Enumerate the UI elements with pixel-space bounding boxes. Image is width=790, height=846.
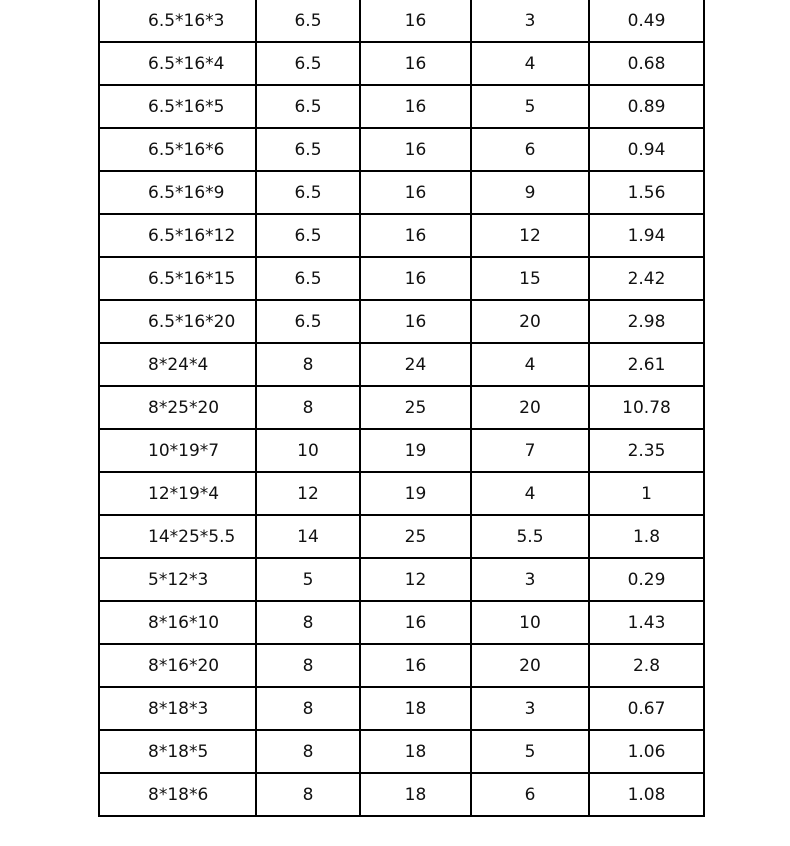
thickness-cell: 4 xyxy=(471,343,589,386)
spec-cell: 6.5*16*5 xyxy=(99,85,256,128)
inner-diameter-cell: 8 xyxy=(256,601,360,644)
outer-diameter-cell: 16 xyxy=(360,300,471,343)
spec-table-body xyxy=(99,0,704,816)
inner-diameter-cell: 6.5 xyxy=(256,85,360,128)
spec-cell: 8*18*5 xyxy=(99,730,256,773)
table-row xyxy=(99,42,704,85)
weight-cell: 2.8 xyxy=(589,644,704,687)
inner-diameter-cell: 12 xyxy=(256,472,360,515)
outer-diameter-cell: 24 xyxy=(360,343,471,386)
weight-cell: 1.8 xyxy=(589,515,704,558)
spec-cell: 8*18*6 xyxy=(99,773,256,816)
inner-diameter-cell: 6.5 xyxy=(256,42,360,85)
table-row xyxy=(99,0,704,42)
spec-cell: 14*25*5.5 xyxy=(99,515,256,558)
thickness-cell: 9 xyxy=(471,171,589,214)
table-row xyxy=(99,128,704,171)
weight-cell: 2.35 xyxy=(589,429,704,472)
table-row xyxy=(99,515,704,558)
weight-cell: 2.98 xyxy=(589,300,704,343)
spec-cell: 6.5*16*20 xyxy=(99,300,256,343)
thickness-cell: 4 xyxy=(471,472,589,515)
outer-diameter-cell: 19 xyxy=(360,429,471,472)
inner-diameter-cell: 6.5 xyxy=(256,300,360,343)
inner-diameter-cell: 8 xyxy=(256,687,360,730)
inner-diameter-cell: 6.5 xyxy=(256,257,360,300)
weight-cell: 1.08 xyxy=(589,773,704,816)
outer-diameter-cell: 16 xyxy=(360,171,471,214)
thickness-cell: 3 xyxy=(471,687,589,730)
weight-cell: 1.43 xyxy=(589,601,704,644)
spec-cell: 8*16*20 xyxy=(99,644,256,687)
spec-cell: 10*19*7 xyxy=(99,429,256,472)
outer-diameter-cell: 16 xyxy=(360,257,471,300)
spec-cell: 8*25*20 xyxy=(99,386,256,429)
thickness-cell: 7 xyxy=(471,429,589,472)
outer-diameter-cell: 16 xyxy=(360,601,471,644)
weight-cell: 1 xyxy=(589,472,704,515)
thickness-cell: 5 xyxy=(471,730,589,773)
thickness-cell: 15 xyxy=(471,257,589,300)
spec-cell: 8*16*10 xyxy=(99,601,256,644)
inner-diameter-cell: 6.5 xyxy=(256,0,360,42)
thickness-cell: 20 xyxy=(471,386,589,429)
weight-cell: 1.94 xyxy=(589,214,704,257)
inner-diameter-cell: 14 xyxy=(256,515,360,558)
weight-cell: 0.67 xyxy=(589,687,704,730)
thickness-cell: 10 xyxy=(471,601,589,644)
thickness-cell: 5 xyxy=(471,85,589,128)
thickness-cell: 12 xyxy=(471,214,589,257)
weight-cell: 0.49 xyxy=(589,0,704,42)
outer-diameter-cell: 18 xyxy=(360,773,471,816)
weight-cell: 0.68 xyxy=(589,42,704,85)
table-row xyxy=(99,730,704,773)
outer-diameter-cell: 18 xyxy=(360,730,471,773)
inner-diameter-cell: 8 xyxy=(256,644,360,687)
outer-diameter-cell: 16 xyxy=(360,128,471,171)
weight-cell: 0.29 xyxy=(589,558,704,601)
spec-cell: 8*24*4 xyxy=(99,343,256,386)
outer-diameter-cell: 16 xyxy=(360,0,471,42)
weight-cell: 2.42 xyxy=(589,257,704,300)
weight-cell: 1.56 xyxy=(589,171,704,214)
spec-cell: 6.5*16*4 xyxy=(99,42,256,85)
outer-diameter-cell: 16 xyxy=(360,85,471,128)
inner-diameter-cell: 6.5 xyxy=(256,214,360,257)
thickness-cell: 3 xyxy=(471,558,589,601)
weight-cell: 10.78 xyxy=(589,386,704,429)
spec-cell: 6.5*16*15 xyxy=(99,257,256,300)
outer-diameter-cell: 18 xyxy=(360,687,471,730)
outer-diameter-cell: 25 xyxy=(360,515,471,558)
outer-diameter-cell: 19 xyxy=(360,472,471,515)
inner-diameter-cell: 6.5 xyxy=(256,171,360,214)
table-row xyxy=(99,773,704,816)
inner-diameter-cell: 6.5 xyxy=(256,128,360,171)
spec-cell: 6.5*16*9 xyxy=(99,171,256,214)
table-row xyxy=(99,644,704,687)
thickness-cell: 3 xyxy=(471,0,589,42)
thickness-cell: 5.5 xyxy=(471,515,589,558)
table-row xyxy=(99,85,704,128)
table-row xyxy=(99,429,704,472)
table-row xyxy=(99,214,704,257)
outer-diameter-cell: 25 xyxy=(360,386,471,429)
outer-diameter-cell: 16 xyxy=(360,42,471,85)
thickness-cell: 20 xyxy=(471,644,589,687)
table-row xyxy=(99,300,704,343)
outer-diameter-cell: 16 xyxy=(360,214,471,257)
outer-diameter-cell: 16 xyxy=(360,644,471,687)
spec-table xyxy=(98,0,705,817)
table-row xyxy=(99,472,704,515)
inner-diameter-cell: 8 xyxy=(256,773,360,816)
inner-diameter-cell: 8 xyxy=(256,343,360,386)
inner-diameter-cell: 8 xyxy=(256,730,360,773)
table-row xyxy=(99,257,704,300)
thickness-cell: 6 xyxy=(471,773,589,816)
weight-cell: 0.94 xyxy=(589,128,704,171)
thickness-cell: 6 xyxy=(471,128,589,171)
weight-cell: 1.06 xyxy=(589,730,704,773)
spec-cell: 8*18*3 xyxy=(99,687,256,730)
spec-cell: 12*19*4 xyxy=(99,472,256,515)
weight-cell: 2.61 xyxy=(589,343,704,386)
table-row xyxy=(99,343,704,386)
table-row xyxy=(99,386,704,429)
outer-diameter-cell: 12 xyxy=(360,558,471,601)
weight-cell: 0.89 xyxy=(589,85,704,128)
spec-cell: 5*12*3 xyxy=(99,558,256,601)
thickness-cell: 4 xyxy=(471,42,589,85)
table-row xyxy=(99,687,704,730)
table-row xyxy=(99,601,704,644)
table-row xyxy=(99,558,704,601)
inner-diameter-cell: 10 xyxy=(256,429,360,472)
spec-cell: 6.5*16*3 xyxy=(99,0,256,42)
table-row xyxy=(99,171,704,214)
spec-cell: 6.5*16*6 xyxy=(99,128,256,171)
spec-cell: 6.5*16*12 xyxy=(99,214,256,257)
inner-diameter-cell: 8 xyxy=(256,386,360,429)
inner-diameter-cell: 5 xyxy=(256,558,360,601)
thickness-cell: 20 xyxy=(471,300,589,343)
